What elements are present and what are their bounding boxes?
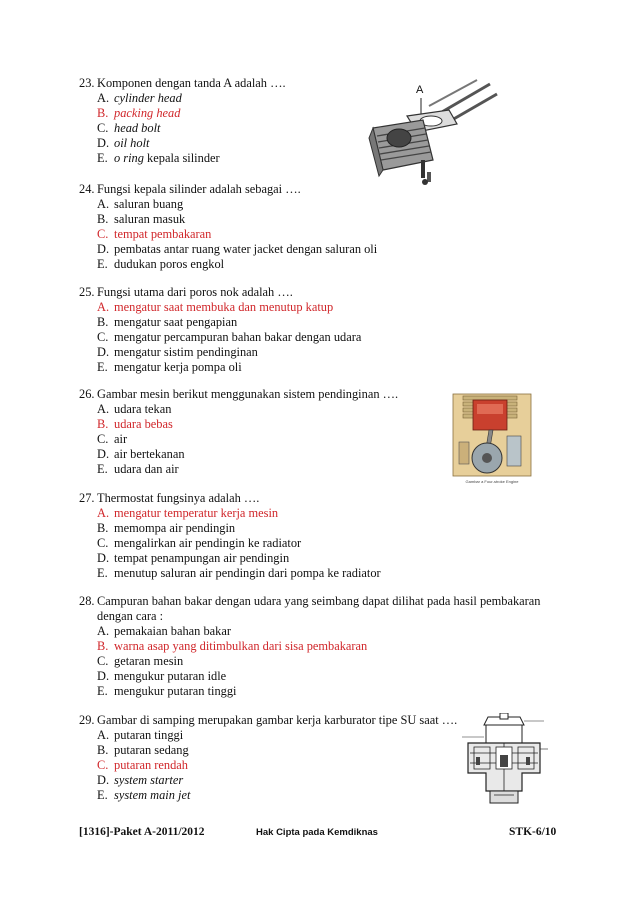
- option-letter: D.: [97, 447, 110, 461]
- question-number: 28.: [79, 594, 95, 608]
- option-text: mengalirkan air pendingin ke radiator: [114, 536, 302, 550]
- cylinder-head-image: [365, 76, 505, 196]
- question-25: [79, 285, 361, 375]
- question-number: 24.: [79, 182, 95, 196]
- option-text-italic: o ring: [114, 151, 144, 165]
- option-letter: D.: [97, 773, 110, 787]
- option-letter: D.: [97, 551, 110, 565]
- answer-option: [79, 91, 286, 106]
- engine-figure-caption: Gambar a Four-stroke Engine: [465, 479, 519, 484]
- option-text: mengatur temperatur kerja mesin: [114, 506, 279, 520]
- option-text: tempat penampungan air pendingin: [114, 551, 290, 565]
- answer-option: [79, 315, 361, 330]
- answer-option: [79, 136, 286, 151]
- answer-option: [79, 227, 377, 242]
- answer-option: [79, 536, 381, 551]
- option-text: mengatur saat membuka dan menutup katup: [114, 300, 334, 314]
- option-text: kepala silinder: [143, 151, 220, 165]
- answer-option: [79, 212, 377, 227]
- option-text: air bertekanan: [114, 447, 185, 461]
- question-26: [79, 387, 398, 477]
- question-text: Fungsi kepala silinder adalah sebagai ….: [97, 182, 301, 196]
- option-text: putaran rendah: [114, 758, 188, 772]
- answer-option: [79, 624, 541, 639]
- answer-option: [79, 521, 381, 536]
- option-text: memompa air pendingin: [114, 521, 236, 535]
- answer-option: [79, 684, 541, 699]
- answer-option: [79, 242, 377, 257]
- question-stem: [79, 182, 377, 197]
- option-letter: C.: [97, 758, 109, 772]
- option-text: saluran buang: [114, 197, 184, 211]
- option-text: tempat pembakaran: [114, 227, 212, 241]
- option-letter: C.: [97, 227, 109, 241]
- answer-option: [79, 773, 457, 788]
- option-letter: B.: [97, 212, 109, 226]
- question-text: Campuran bahan bakar dengan udara yang seimbang dapat dilihat pada hasil pembakaran: [97, 594, 541, 608]
- question-text: Fungsi utama dari poros nok adalah ….: [97, 285, 293, 299]
- option-letter: E.: [97, 257, 108, 271]
- option-letter: E.: [97, 788, 108, 802]
- question-stem: [79, 387, 398, 402]
- option-text: mengatur percampuran bahan bakar dengan udara: [114, 330, 362, 344]
- answer-option: [79, 151, 286, 166]
- option-text: getaran mesin: [114, 654, 184, 668]
- option-text: udara bebas: [114, 417, 173, 431]
- option-text: menutup saluran air pendingin dari pompa ke radiator: [114, 566, 381, 580]
- option-letter: A.: [97, 402, 110, 416]
- question-number: 27.: [79, 491, 95, 505]
- option-text: pemakaian bahan bakar: [114, 624, 231, 638]
- answer-option: [79, 462, 398, 477]
- option-letter: B.: [97, 417, 109, 431]
- answer-option: [79, 654, 541, 669]
- question-stem: [79, 76, 286, 91]
- footer-document-code: [1316]-Paket A-2011/2012: [79, 826, 205, 838]
- option-text: mengukur putaran tinggi: [114, 684, 237, 698]
- option-text: mengukur putaran idle: [114, 669, 227, 683]
- option-text: pembatas antar ruang water jacket dengan saluran oli: [114, 242, 378, 256]
- answer-option: [79, 432, 398, 447]
- question-27: [79, 491, 381, 581]
- question-number: 25.: [79, 285, 95, 299]
- question-text-continued: dengan cara :: [97, 609, 164, 623]
- answer-option: [79, 743, 457, 758]
- answer-option: [79, 417, 398, 432]
- answer-option: [79, 728, 457, 743]
- answer-option: [79, 788, 457, 803]
- option-text: saluran masuk: [114, 212, 186, 226]
- question-number: 29.: [79, 713, 95, 727]
- question-text: Thermostat fungsinya adalah ….: [97, 491, 260, 505]
- option-text: system starter: [114, 773, 184, 787]
- question-text: Gambar di samping merupakan gambar kerja karburator tipe SU saat ….: [97, 713, 458, 727]
- option-text: putaran sedang: [114, 743, 189, 757]
- answer-option: [79, 121, 286, 136]
- answer-option: [79, 669, 541, 684]
- option-letter: A.: [97, 197, 110, 211]
- question-stem: [79, 491, 381, 506]
- answer-option: [79, 639, 541, 654]
- option-letter: E.: [97, 462, 108, 476]
- question-text: Gambar mesin berikut menggunakan sistem pendinginan ….: [97, 387, 399, 401]
- question-stem: [79, 594, 541, 609]
- question-number: 26.: [79, 387, 95, 401]
- question-24: [79, 182, 377, 272]
- option-text: mengatur sistim pendinginan: [114, 345, 258, 359]
- option-letter: D.: [97, 345, 110, 359]
- option-text: head bolt: [114, 121, 161, 135]
- option-letter: C.: [97, 654, 109, 668]
- option-text: system main jet: [114, 788, 191, 802]
- option-letter: E.: [97, 360, 108, 374]
- answer-option: [79, 345, 361, 360]
- question-text: Komponen dengan tanda A adalah ….: [97, 76, 286, 90]
- option-letter: C.: [97, 121, 109, 135]
- option-letter: A.: [97, 300, 110, 314]
- answer-option: [79, 300, 361, 315]
- option-letter: E.: [97, 566, 108, 580]
- option-letter: E.: [97, 151, 108, 165]
- answer-option: [79, 257, 377, 272]
- answer-option: [79, 566, 381, 581]
- option-text: air: [114, 432, 128, 446]
- option-text: warna asap yang ditimbulkan dari sisa pembakaran: [114, 639, 368, 653]
- option-text: cylinder head: [114, 91, 182, 105]
- footer-page-number: STK-6/10: [509, 826, 557, 838]
- carburetor-diagram-image: [460, 713, 550, 805]
- option-letter: E.: [97, 684, 108, 698]
- option-letter: A.: [97, 91, 110, 105]
- option-letter: D.: [97, 669, 110, 683]
- answer-option: [79, 106, 286, 121]
- option-letter: B.: [97, 639, 109, 653]
- answer-option: [79, 360, 361, 375]
- answer-option: [79, 402, 398, 417]
- option-letter: C.: [97, 536, 109, 550]
- answer-option: [79, 506, 381, 521]
- answer-option: [79, 197, 377, 212]
- option-letter: A.: [97, 624, 110, 638]
- answer-option: [79, 551, 381, 566]
- footer-copyright: Hak Cipta pada Kemdiknas: [256, 827, 378, 838]
- option-letter: B.: [97, 521, 109, 535]
- question-23: [79, 76, 286, 166]
- option-letter: C.: [97, 432, 109, 446]
- option-text: packing head: [114, 106, 181, 120]
- question-28: [79, 594, 541, 699]
- option-letter: B.: [97, 315, 109, 329]
- option-letter: B.: [97, 743, 109, 757]
- option-letter: C.: [97, 330, 109, 344]
- question-number: 23.: [79, 76, 95, 90]
- option-letter: D.: [97, 242, 110, 256]
- option-text: mengatur saat pengapian: [114, 315, 238, 329]
- option-text: dudukan poros engkol: [114, 257, 225, 271]
- engine-diagram-image: [449, 392, 535, 486]
- answer-option: [79, 758, 457, 773]
- answer-option: [79, 447, 398, 462]
- option-letter: A.: [97, 728, 110, 742]
- option-text: oil holt: [114, 136, 150, 150]
- option-letter: D.: [97, 136, 110, 150]
- option-letter: A.: [97, 506, 110, 520]
- option-text: udara dan air: [114, 462, 179, 476]
- question-29: [79, 713, 457, 803]
- option-text: mengatur kerja pompa oli: [114, 360, 242, 374]
- answer-option: [79, 330, 361, 345]
- option-text: udara tekan: [114, 402, 172, 416]
- figure-label-a: A: [416, 84, 424, 96]
- option-text: putaran tinggi: [114, 728, 184, 742]
- question-stem: [79, 285, 361, 300]
- question-stem: [79, 713, 457, 728]
- option-letter: B.: [97, 106, 109, 120]
